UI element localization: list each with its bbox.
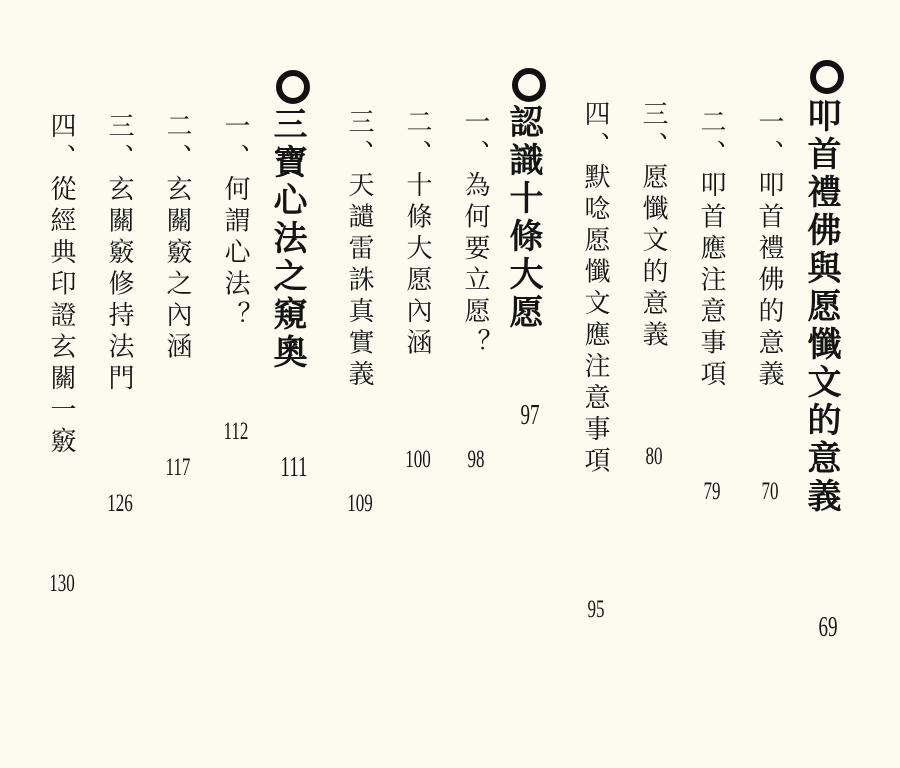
toc-entry-page: 126: [107, 490, 133, 517]
toc-entry-title: 三、愿懺文的意義: [638, 100, 668, 352]
toc-entry-title: 二、玄關竅之內涵: [162, 112, 192, 364]
toc-entry-page: 109: [347, 490, 373, 517]
toc-entry-page: 98: [467, 446, 485, 473]
toc-entry-title: 四、默唸愿懺文應注意事項: [580, 100, 610, 478]
toc-entry-title: 一、叩首禮佛的意義: [754, 108, 784, 392]
toc-heading-page: 97: [520, 400, 540, 431]
toc-heading-title: 三寶心法之窺奧: [267, 106, 307, 372]
toc-entry-title: 一、為何要立愿？: [460, 108, 490, 360]
toc-heading-page: 111: [280, 452, 308, 483]
toc-entry-page: 117: [165, 454, 191, 481]
circle-bullet-icon: [512, 68, 546, 102]
circle-bullet-icon: [276, 70, 310, 104]
toc-entry-page: 70: [761, 478, 779, 505]
toc-heading-page: 69: [818, 612, 838, 643]
toc-entry-title: 四、從經典印證玄關一竅: [46, 112, 76, 459]
toc-entry-title: 三、天譴雷誅真實義: [344, 108, 374, 392]
toc-entry-title: 二、十條大愿內涵: [402, 108, 432, 360]
toc-heading-title: 叩首禮佛與愿懺文的意義: [801, 98, 841, 516]
toc-entry-page: 80: [645, 443, 663, 470]
toc-entry-page: 100: [405, 446, 431, 473]
toc-entry-page: 95: [587, 596, 605, 623]
circle-bullet-icon: [810, 60, 844, 94]
toc-heading-title: 認識十條大愿: [503, 104, 543, 332]
toc-entry-title: 一、何謂心法？: [220, 112, 250, 333]
toc-entry-page: 130: [49, 570, 75, 597]
toc-entry-title: 二、叩首應注意事項: [696, 108, 726, 392]
toc-entry-title: 三、玄關竅修持法門: [104, 112, 134, 396]
toc-entry-page: 112: [223, 418, 249, 445]
toc-entry-page: 79: [703, 478, 721, 505]
